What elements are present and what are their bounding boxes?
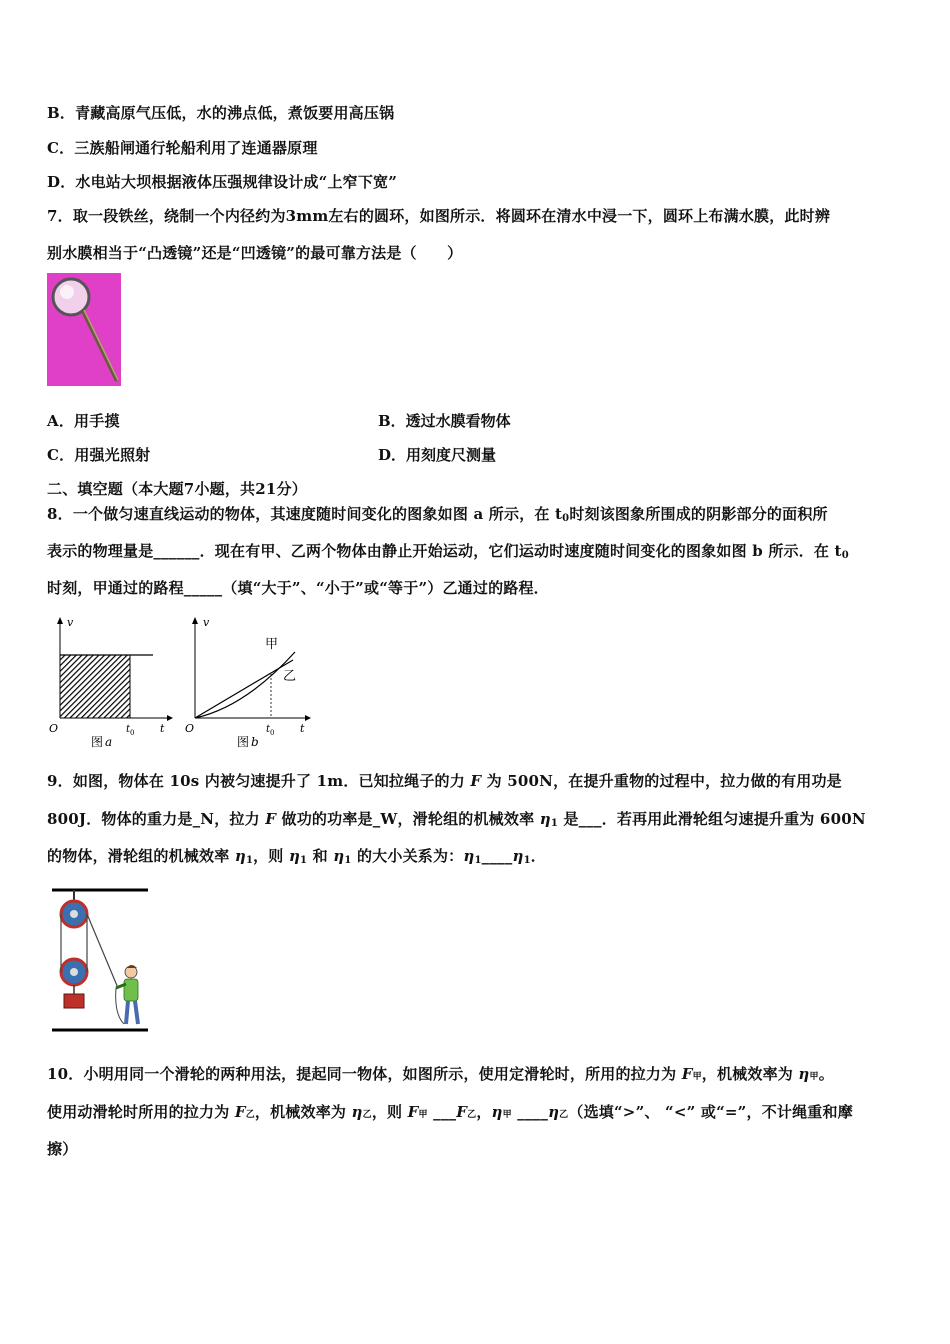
q7-option-a: A．用手摸 xyxy=(47,412,120,430)
pulley-system-figure xyxy=(52,884,152,1036)
line-yi xyxy=(195,660,293,718)
t0-label: t xyxy=(126,724,131,735)
caption-fig-b: 图 xyxy=(237,735,250,749)
q9-stem-line3: 的物体，滑轮组的机械效率 $\eta_1$，则 $\eta_1$ 和 $\eta_1$ 的大小关系为：$\eta_1\_\_\_\_\eta_1$． xyxy=(47,847,546,866)
q7-stem-line1: 7．取一段铁丝，绕制一个内径约为3mm左右的圆环，如图所示．将圆环在清水中浸一下，圆环上布满水膜，此时辨 xyxy=(47,207,831,225)
curve-jia xyxy=(195,652,295,718)
wire-ring-image xyxy=(47,273,121,386)
q10-stem-line1: 10．小明用同一个滑轮的两种用法，提起同一物体，如图所示，使用定滑轮时，所用的拉力为 F甲，机械效率为 η甲。 xyxy=(47,1065,834,1083)
q6-option-c: C．三族船闸通行轮船利用了连通器原理 xyxy=(47,139,318,157)
q10-stem-line3: 擦） xyxy=(47,1140,78,1158)
caption-fig-a-letter: a xyxy=(105,735,113,749)
weight-block xyxy=(64,994,84,1008)
pulley-system-image xyxy=(52,884,152,1036)
q8-stem-line1: 8．一个做匀速直线运动的物体，其速度随时间变化的图象如图 a 所示，在 $t_0$时刻该图象所围成的阴影部分的面积所 xyxy=(47,505,828,524)
section-heading: 二、填空题（本大题7小题，共21分） xyxy=(47,480,307,498)
axis-label-t: t xyxy=(160,722,165,735)
t0-sub: 0 xyxy=(130,729,135,737)
q8-stem-line3: 时刻，甲通过的路程_____（填“大于”、“小于”或“等于”）乙通过的路程． xyxy=(47,579,549,597)
t0-label: t xyxy=(266,724,271,735)
q10-stem-line2: 使用动滑轮时所用的拉力为 F乙，机械效率为 η乙，则 F甲 ___F乙，η甲 ____η乙（选填“>”、 “<” 或“=”，不计绳重和摩 xyxy=(47,1103,853,1121)
label-jia: 甲 xyxy=(265,637,279,652)
q6-option-d: D．水电站大坝根据液体压强规律设计成“上窄下宽” xyxy=(47,173,398,191)
axis-label-v: v xyxy=(203,616,210,629)
q8-figure-a xyxy=(45,612,175,750)
q7-stem-line2: 别水膜相当于“凸透镜”还是“凹透镜”的最可靠方法是（ ） xyxy=(47,244,463,262)
q7-option-c: C．用强光照射 xyxy=(47,446,151,464)
label-yi: 乙 xyxy=(283,669,297,684)
q9-stem-line1: 9．如图，物体在 10s 内被匀速提升了 1m．已知拉绳子的力 F 为 500N，在提升重物的过程中，拉力做的有用功是 xyxy=(47,772,842,790)
wire-ring-figure xyxy=(47,273,121,386)
q6-option-b: B．青藏高原气压低，水的沸点低，煮饭要用高压锅 xyxy=(47,104,395,122)
axis-label-v: v xyxy=(67,616,74,629)
q7-option-d: D．用刻度尺测量 xyxy=(378,446,497,464)
q7-option-b: B．透过水膜看物体 xyxy=(378,412,511,430)
caption-fig-a: 图 xyxy=(91,735,104,749)
q9-stem-line2: 800J．物体的重力是_N，拉力 F 做功的功率是_W，滑轮组的机械效率 $\eta_1$ 是___．若再用此滑轮组匀速提升重为 600N xyxy=(47,810,866,829)
origin-label: O xyxy=(49,722,59,735)
axis-label-t: t xyxy=(300,722,305,735)
q8-stem-line2: 表示的物理量是______．现在有甲、乙两个物体由静止开始运动，它们运动时速度随时间变化的图象如图 b 所示．在 $t_0$ xyxy=(47,542,849,561)
caption-fig-b-letter: b xyxy=(251,735,259,749)
q8-figure-b xyxy=(185,612,317,750)
origin-label: O xyxy=(185,722,195,735)
shaded-area xyxy=(60,655,130,718)
t0-sub: 0 xyxy=(270,729,275,737)
